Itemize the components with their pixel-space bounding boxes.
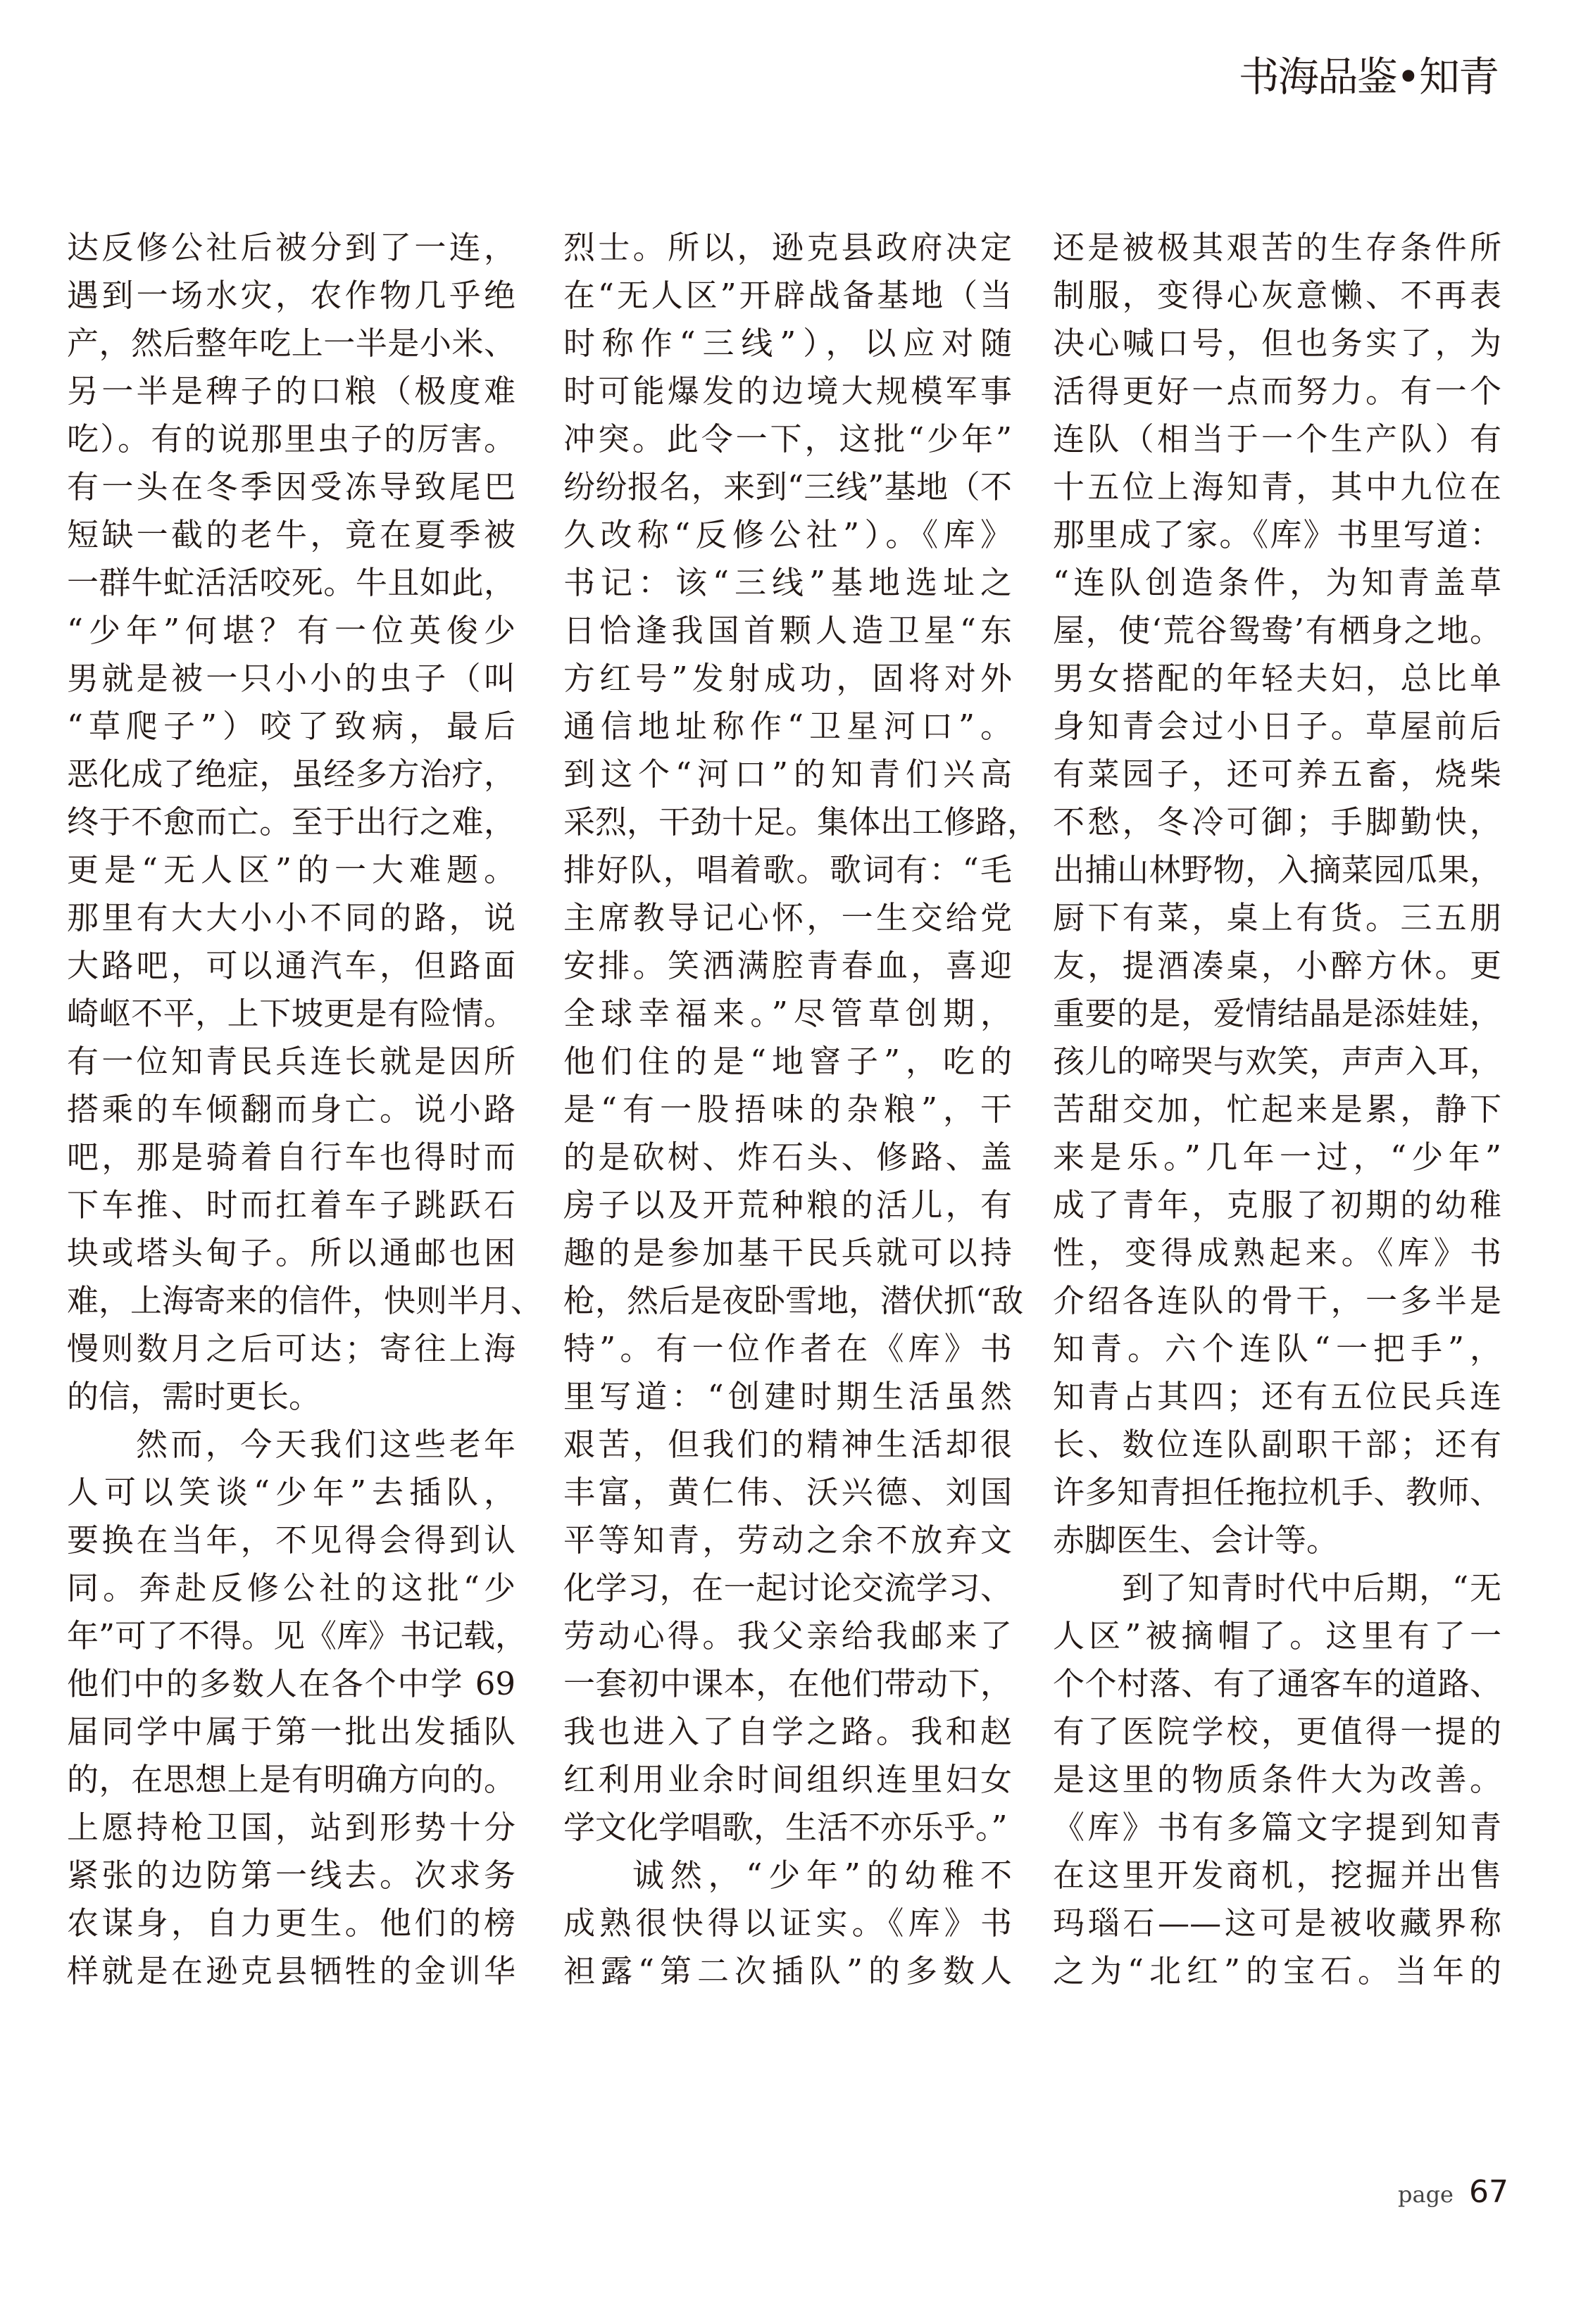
text-line: 一套初中课本，在他们带动下，	[563, 1665, 1012, 1702]
text-line: 他们住的是“地窨子”，吃的	[563, 1043, 1012, 1080]
text-line: 成了青年，克服了初期的幼稚	[1053, 1186, 1501, 1224]
text-line: 重要的是，爱情结晶是添娃娃，	[1053, 995, 1501, 1032]
text-line: 下车推、时而扛着车子跳跃石	[67, 1186, 515, 1224]
text-line: 介绍各连队的骨干，一多半是	[1053, 1282, 1501, 1319]
text-line: 是“有一股捂味的杂粮”，干	[563, 1091, 1012, 1128]
text-line: 崎岖不平，上下坡更是有险情。	[67, 995, 515, 1032]
text-line: 长、数位连队副职干部；还有	[1053, 1426, 1501, 1463]
text-line: 农谋身，自力更生。他们的榜	[67, 1904, 515, 1942]
text-line: 知青占其四；还有五位民兵连	[1053, 1378, 1501, 1415]
text-line: 另一半是稗子的口粮（极度难	[67, 372, 515, 410]
text-line: 有一头在冬季因受冻导致尾巴	[67, 468, 515, 505]
text-line: 袒露“第二次插队”的多数人	[563, 1952, 1012, 1990]
text-line: 性，变得成熟起来。《库》书	[1053, 1234, 1501, 1271]
text-line: 一群牛虻活活咬死。牛且如此，	[67, 564, 515, 601]
text-line: 厨下有菜，桌上有货。三五朋	[1053, 899, 1501, 936]
text-line: 屋，使‘荒谷鸳鸯’有栖身之地。	[1053, 612, 1501, 649]
text-line: 搭乘的车倾翻而身亡。说小路	[67, 1091, 515, 1128]
text-line: 是这里的物质条件大为改善。	[1053, 1761, 1501, 1798]
text-line: 短缺一截的老牛，竟在夏季被	[67, 516, 515, 553]
text-line: 活得更好一点而努力。有一个	[1053, 372, 1501, 410]
text-line: 制服，变得心灰意懒、不再表	[1053, 277, 1501, 314]
text-line: 久改称“反修公社”）。《库》	[563, 516, 1012, 553]
text-line: 人区”被摘帽了。这里有了一	[1053, 1617, 1501, 1654]
text-line: 烈士。所以，逊克县政府决定	[563, 229, 1012, 266]
text-line: 玛瑙石——这可是被收藏界称	[1053, 1904, 1501, 1942]
text-line: 全球幸福来。”尽管草创期，	[563, 995, 1012, 1032]
section-header: 书海品鉴•知青	[1238, 53, 1498, 101]
text-line: 产，然后整年吃上一半是小米、	[67, 325, 515, 362]
text-line: 主席教导记心怀，一生交给党	[563, 899, 1012, 936]
text-line: 年”可了不得。见《库》书记载，	[67, 1617, 527, 1654]
text-column-2	[563, 224, 1039, 1995]
text-line: 排好队，唱着歌。歌词有：“毛	[563, 851, 1012, 888]
text-line: 化学习，在一起讨论交流学习、	[563, 1569, 1012, 1607]
text-line: 诚然，“少年”的幼稚不	[632, 1857, 1012, 1894]
text-line: 更是“无人区”的一大难题。	[67, 851, 515, 888]
text-line: 遇到一场水灾，农作物几乎绝	[67, 277, 515, 314]
text-line: 有一位知青民兵连长就是因所	[67, 1043, 515, 1080]
text-line: 有菜园子，还可养五畜，烧柴	[1053, 755, 1501, 793]
text-line: 个个村落、有了通客车的道路、	[1053, 1665, 1501, 1702]
text-line: 来是乐。”几年一过，“少年”	[1053, 1138, 1501, 1176]
text-line: “连队创造条件，为知青盖草	[1053, 564, 1501, 601]
text-line: 里写道：“创建时期生活虽然	[563, 1378, 1012, 1415]
text-line: 孩儿的啼哭与欢笑，声声入耳，	[1053, 1043, 1501, 1080]
text-line: 之为“北红”的宝石。当年的	[1053, 1952, 1501, 1990]
text-line: 书记：该“三线”基地选址之	[563, 564, 1012, 601]
text-line: 采烈，干劲十足。集体出工修路，	[563, 803, 1039, 841]
text-line: 难，上海寄来的信件，快则半月、	[67, 1282, 543, 1319]
text-line: 身知青会过小日子。草屋前后	[1053, 708, 1501, 745]
text-line: 方红号”发射成功，固将对外	[563, 660, 1012, 697]
text-line: 趣的是参加基干民兵就可以持	[563, 1234, 1012, 1271]
text-line: 在这里开发商机，挖掘并出售	[1053, 1857, 1501, 1894]
text-column-1	[67, 224, 543, 1995]
text-line: 知青。六个连队“一把手”，	[1053, 1330, 1501, 1367]
text-line: 那里有大大小小不同的路，说	[67, 899, 515, 936]
text-column-3	[1053, 224, 1501, 1995]
text-line: 达反修公社后被分到了一连，	[67, 229, 515, 266]
text-line: 大路吧，可以通汽车，但路面	[67, 947, 515, 984]
page-number: 67	[1468, 2174, 1508, 2210]
text-line: 连队（相当于一个生产队）有	[1053, 420, 1501, 458]
text-line: 的，在思想上是有明确方向的。	[67, 1761, 515, 1798]
text-line: 同。奔赴反修公社的这批“少	[67, 1569, 515, 1607]
text-line: 日恰逢我国首颗人造卫星“东	[563, 612, 1012, 649]
text-line: 紧张的边防第一线去。次求务	[67, 1857, 515, 1894]
text-line: 届同学中属于第一批出发插队	[67, 1713, 515, 1750]
text-line: 平等知青，劳动之余不放弃文	[563, 1521, 1012, 1559]
text-line: 枪，然后是夜卧雪地，潜伏抓“敌	[563, 1282, 1024, 1319]
text-line: 十五位上海知青，其中九位在	[1053, 468, 1501, 505]
text-line: 红利用业余时间组织连里妇女	[563, 1761, 1012, 1798]
text-line: 还是被极其艰苦的生存条件所	[1053, 229, 1501, 266]
page-footer	[1398, 2174, 1508, 2210]
text-line: 友，提酒凑桌，小醉方休。更	[1053, 947, 1501, 984]
text-line: 冲突。此令一下，这批“少年”	[563, 420, 1012, 458]
text-line: 决心喊口号，但也务实了，为	[1053, 325, 1501, 362]
text-line: 块或塔头甸子。所以通邮也困	[67, 1234, 515, 1271]
text-line: 特”。有一位作者在《库》书	[563, 1330, 1012, 1367]
text-line: 终于不愈而亡。至于出行之难，	[67, 803, 515, 841]
text-line: 学文化学唱歌，生活不亦乐乎。”	[563, 1809, 1008, 1846]
text-line: 成熟很快得以证实。《库》书	[563, 1904, 1012, 1942]
text-line: 男就是被一只小小的虫子（叫	[67, 660, 515, 697]
text-line: 许多知青担任拖拉机手、教师、	[1053, 1474, 1501, 1511]
text-line: 恶化成了绝症，虽经多方治疗，	[67, 755, 515, 793]
text-line: 艰苦，但我们的精神生活却很	[563, 1426, 1012, 1463]
text-line: 吃）。有的说那里虫子的厉害。	[67, 420, 515, 458]
text-line: 样就是在逊克县牺牲的金训华	[67, 1952, 515, 1990]
text-line: 我也进入了自学之路。我和赵	[563, 1713, 1012, 1750]
page-label: page	[1398, 2181, 1454, 2208]
text-line: 的信，需时更长。	[67, 1378, 321, 1415]
text-line: 丰富，黄仁伟、沃兴德、刘国	[563, 1474, 1012, 1511]
text-line: 不愁，冬冷可御；手脚勤快，	[1053, 803, 1501, 841]
text-line: “草爬子”）咬了致病，最后	[67, 708, 515, 745]
text-line: 男女搭配的年轻夫妇，总比单	[1053, 660, 1501, 697]
text-line: 通信地址称作“卫星河口”。	[563, 708, 1012, 745]
text-line: 到这个“河口”的知青们兴高	[563, 755, 1012, 793]
text-line: 赤脚医生、会计等。	[1053, 1521, 1339, 1559]
text-line: 慢则数月之后可达；寄往上海	[67, 1330, 515, 1367]
text-line: 有了医院学校，更值得一提的	[1053, 1713, 1501, 1750]
text-line: 他们中的多数人在各个中学 69	[67, 1665, 515, 1702]
text-line: 《库》书有多篇文字提到知青	[1053, 1809, 1501, 1846]
text-line: 在“无人区”开辟战备基地（当	[563, 277, 1012, 314]
text-line: 房子以及开荒种粮的活儿，有	[563, 1186, 1012, 1224]
text-line: 然而，今天我们这些老年	[136, 1426, 515, 1463]
text-line: 苦甜交加，忙起来是累，静下	[1053, 1091, 1501, 1128]
text-line: 纷纷报名，来到“三线”基地（不	[563, 468, 1012, 505]
text-line: 到了知青时代中后期，“无	[1122, 1569, 1501, 1607]
text-line: 要换在当年，不见得会得到认	[67, 1521, 515, 1559]
text-line: 安排。笑洒满腔青春血，喜迎	[563, 947, 1012, 984]
text-line: 时可能爆发的边境大规模军事	[563, 372, 1012, 410]
text-line: 的是砍树、炸石头、修路、盖	[563, 1138, 1012, 1176]
text-line: 那里成了家。《库》书里写道：	[1053, 516, 1501, 553]
text-line: 吧，那是骑着自行车也得时而	[67, 1138, 515, 1176]
text-line: 上愿持枪卫国，站到形势十分	[67, 1809, 515, 1846]
text-line: 出捕山林野物，入摘菜园瓜果，	[1053, 851, 1501, 888]
text-line: 人可以笑谈“少年”去插队，	[67, 1474, 515, 1511]
text-line: 劳动心得。我父亲给我邮来了	[563, 1617, 1012, 1654]
text-line: 时称作“三线”），以应对随	[563, 325, 1012, 362]
text-line: “少年”何堪？有一位英俊少	[67, 612, 515, 649]
